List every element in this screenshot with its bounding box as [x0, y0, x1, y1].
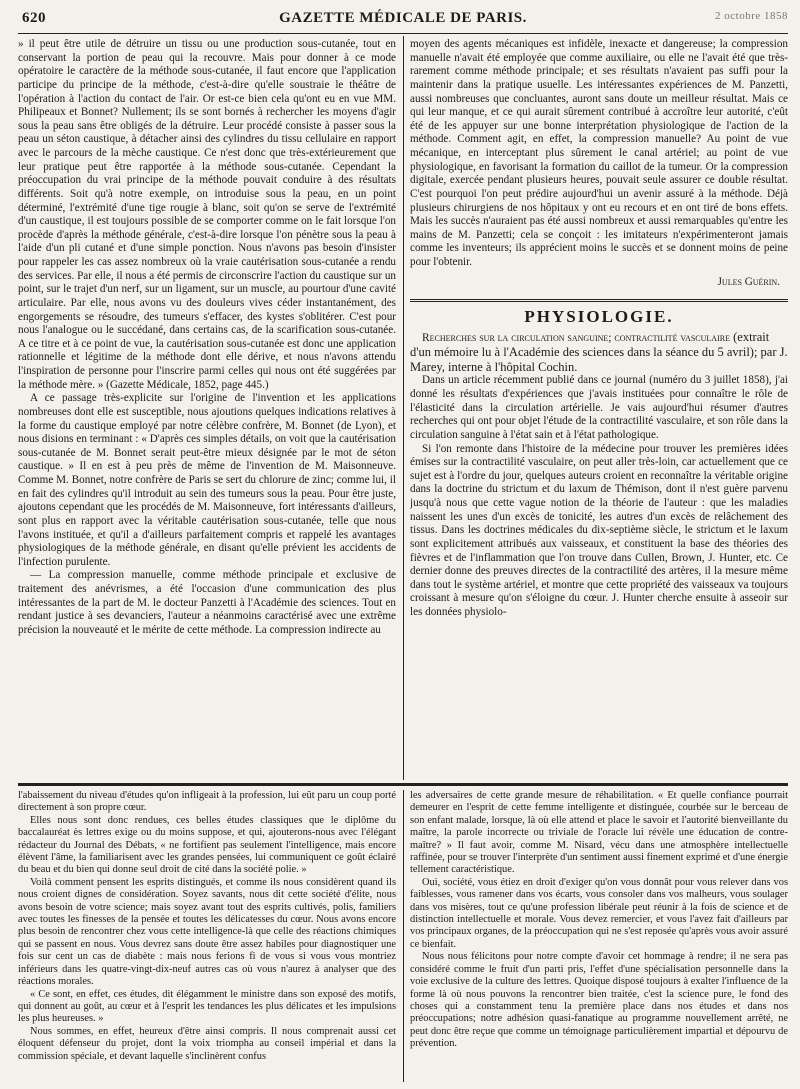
article-title — [410, 330, 788, 375]
column-right-top — [410, 38, 788, 780]
journal-title: GAZETTE MÉDICALE DE PARIS. — [279, 10, 527, 26]
column-right-bottom — [410, 790, 788, 1082]
column-left-bottom — [18, 790, 396, 1082]
paragraph: Oui, société, vous étiez en droit d'exiger qu'on vous donnât pour vous relever dans vos faiblesses, vous ramener dans vos écarts, vous consoler dans vos malheurs, vous soulager dans vos misères, tout ce qu'une profession libérale peut réunir à la fois de science et de distinction intellectuelle et morale. Vous devez remercier, et vous l'avez fait d'ailleurs par vos principaux organes, de la préoccupation qui ne s'est reposée qu'après vous avoir assuré ce bienfait. — [410, 876, 788, 950]
issue-date: 2 octobre 1858 — [715, 10, 788, 22]
paragraph: — La compression manuelle, comme méthode principale et exclusive de traitement des anévrismes, a été l'occasion d'une communication des plus intéressantes de la part de M. le docteur Panzetti à l'Académie des sciences. Tout en rendant justice à ses devanciers, l'auteur a néanmoins caractérisé avec une extrême précision la nouveauté et le mérite de cette méthode. La compression indirecte au — [18, 569, 396, 636]
paragraph: » il peut être utile de détruire un tissu ou une production sous-cutanée, tout en conservant la portion de peau qui la recouvre. Mais pour donner à ce mode opératoire le caractère de la méthode sous-cutanée, il faut encore que l'application participe du principe de la méthode, c'est-à-dire qu'elle soustraie le théâtre de l'opération à l'action du contact de l'air. Or est-ce bien cela qu'ont eu en vue MM. Philipeaux et Bonnet? Nullement; ils se sont bornés à rechercher les moyens d'agir sous la peau sans être obligés de la détruire. Leur procédé consiste à passer sous la peau un séton caustique, à détacher ainsi des cylindres du tissu cellulaire en rapport avec le parcours de la mèche caustique. Ce n'est donc que très-extérieurement que leur pratique peut être rapportée à la méthode sous-cutanée. Cependant la préoccupation du vrai principe de la méthode pouvait conduire à des résultats différents. Soit qu'à notre exemple, on introduise sous la peau, en un point déterminé, l'extrémité d'une tige rougie à blanc, soit qu'on se serve de l'extrémité d'un caustique, il est toujours possible de se comporter comme on le fait lorsque l'on procède d'après la méthode générale, c'est-à-dire lorsque l'on pénètre sous la peau à l'aide d'un pli cutané et d'une simple ponction. Nous n'avons pas besoin d'insister pour rappeler les cas assez nombreux où la vraie cautérisation sous-cutanée a rendu des services. Par elle, il nous a été permis de circonscrire l'action du caustique sur un point, sur le trajet d'un nerf, sur un ligament, sur un muscle, au pourtour d'une cavité articulaire. Par elle, nous avons vu des douleurs vives céder instantanément, des engorgements se résoudre, des tumeurs s'effacer, des kystes s'oblitérer. C'est pour nous l'analogue ou le succédané, dans certains cas, de la scarification sous-cutanée. A ce titre et à ce point de vue, la cautérisation sous-cutanée est donc une application rationnelle et légitime de la méthode dont elle dérive, et nous n'avons attendu l'inspiration de personne pour l'inscrire parmi celles qui nous ont été suggérées par la méthode mère. » (Gazette Médicale, 1852, page 445.) — [18, 38, 396, 391]
paragraph: « Ce sont, en effet, ces études, dit élégamment le ministre dans son exposé des motifs, qui donnent au goût, au cœur et à l'esprit les tendances les plus délicates et les impulsions les plus heureuses. » — [18, 988, 396, 1025]
article-title-lead: Recherches sur la circulation sanguine; contractilité vasculaire — [422, 331, 730, 344]
header-rule — [18, 33, 788, 34]
page-number: 620 — [22, 10, 46, 26]
paragraph: Si l'on remonte dans l'histoire de la médecine pour trouver les premières idées émises sur la contractilité vasculaire, on peut aller très-loin, car actuellement que ce sujet est à l'ordre du jour, quelques auteurs croient en reconnaître la véritable origine dans la doctrine du strictum et du laxum de Thémison, dont il n'est guère parvenu jusqu'à nous que cette vague notion de la théorie de l'auteur : que les maladies naissent les unes d'un excès de tonicité, les autres d'un excès de relâchement des tissus. Dans les doctrines médicales du dix-septième siècle, le strictum et le laxum sont explicitement attribués aux vaisseaux, et constituent la base des théories des fièvres et de l'inflammation que l'on trouve dans Cullen, Brown, J. Hunter, etc. Ce dernier donne des preuves directes de la contractilité des artères, il la mesure même dans tout le système artériel, et montre que cette propriété des vaisseaux va toujours croissant à mesure qu'on s'éloigne du cœur. J. Hunter cherche ensuite à asseoir sur les données physiolo- — [410, 442, 788, 618]
section-divider — [410, 299, 788, 302]
paragraph: l'abaissement du niveau d'études qu'on infligeait à la profession, lui eût paru un coup porté directement à son propre cœur. — [18, 790, 396, 814]
paragraph: les adversaires de cette grande mesure de réhabilitation. « Et quelle confiance pourrait demeurer en l'esprit de cette femme intelligente et distinguée, courbée sur le berceau de son enfant malade, lorsque, là où elle attend et place le savoir et l'autorité bienveillante du maître, la parole incorrecte ou triviale de l'oracle lui révèle une éducation de contre-maître? » Il faut avoir, comme M. Nisard, vécu dans une atmosphère intellectuelle raffinée, pour se trouver l'interprète d'un sentiment aussi finement exprimé et d'une énergie tellement caractéristique. — [410, 790, 788, 876]
paragraph: Dans un article récemment publié dans ce journal (numéro du 3 juillet 1858), j'ai donné les résultats d'expériences que j'avais instituées pour connaître le rôle de l'élasticité dans la circulation artérielle. Je vais aujourd'hui résumer d'autres recherches qui ont pour objet l'étude de la contractilité vasculaire, et son rôle dans la circulation sanguine à l'état sain et à l'état pathologique. — [410, 374, 788, 441]
feuilleton-rule — [18, 783, 788, 786]
paragraph: Nous sommes, en effet, heureux d'être ainsi compris. Il nous comprenait aussi cet éloquent défenseur du projet, dont la voix triompha au conseil impérial et dans la commission spéciale, et devant laquelle s'inclinèrent confus — [18, 1025, 396, 1062]
section-title: PHYSIOLOGIE. — [524, 307, 674, 327]
paragraph: Nous nous félicitons pour notre compte d'avoir cet hommage à rendre; il ne sera pas considéré comme le fruit d'un parti pris, l'effet d'une spécialisation personnelle dans la voie exclusive de la culture des lettres. Quoique disposé toujours à exalter l'influence de la forme là où nous pouvons la rencontrer bien traitée, c'est la science pure, le fond des choses qui a constamment tenu la première place dans nos études et dans nos préoccupations; notre adhésion quasi-fanatique au programme nouvellement arrêté, ne peut donc être reçue que comme un témoignage particulièrement impartial et dépourvu de prévention. — [410, 951, 788, 1050]
column-divider-top — [403, 36, 404, 780]
column-left-top — [18, 38, 396, 780]
article-title-rest: (extrait d'un mémoire lu à l'Académie des sciences dans la séance du 5 avril); par J. Marey, interne à l'hôpital Cochin. — [410, 329, 788, 374]
paragraph: moyen des agents mécaniques est infidèle, inexacte et dangereuse; la compression manuelle n'avait été employée que comme auxiliaire, ou elle ne l'avait été que très-rarement comme méthode principale; et ses résultats n'avaient pas suffi pour la maintenir dans la pratique usuelle. Les intéressantes expériences de M. Panzetti, aussi nombreuses que concluantes, auront sans doute un meilleur résultat. Mais ce qui leur manque, et ce qui aurait sûrement contribué à accroître leur autorité, c'eût été de les appuyer sur une bonne interprétation physiologique de l'action de la méthode. Comment agit, en effet, la compression manuelle? Au point de vue mécanique, en interceptant plus sûrement le canal artériel; au point de vue physiologique, en favorisant la formation du caillot de la tumeur. Or la compression digitale, exercée pendant plusieurs heures, pouvait seule assurer ce double résultat. C'est pourquoi l'on peut prédire aujourd'hui un avenir assuré à la méthode. Déjà plusieurs chirurgiens de nos hôpitaux y ont eu recours et en ont tiré de bons effets. Mais les succès n'auraient pas été aussi nombreux et aussi remarquables qu'entre les mains de M. Panzetti; cela se conçoit : les imitateurs n'expérimenteront jamais comme les inventeurs; ils apprécient moins le succès et se donnent moins de peine pour l'obtenir. — [410, 38, 788, 268]
paragraph: Elles nous sont donc rendues, ces belles études classiques que le diplôme du baccalauréat ès lettres exige ou du moins suppose, et qui, ajouterons-nous avec l'élégant rédacteur du Journal des Débats, « ne fortifient pas seulement l'intelligence, mais encore élèvent l'âme, la familiarisent avec les grandes pensées, lui communiquent ce goût éclairé du beau et du bien qui donne seul droit de cité dans la société polie. » — [18, 814, 396, 876]
author-signature: Jules Guérin. — [717, 275, 780, 288]
page-header — [18, 8, 788, 30]
paragraph: A ce passage très-explicite sur l'origine de l'invention et les applications nombreuses dont elle est susceptible, nous ajoutions quelques indications relatives à la forme du caustique employé par notre célèbre confrère, M. Bonnet (de Lyon), et nous disions en terminant : « D'après ces simples détails, on voit que la cautérisation sous-cutanée de M. Bonnet serait peut-être mieux désignée par le mot de séton caustique. » Il en est à peu près de même de l'invention de M. Maisonneuve. Comme M. Bonnet, notre confrère de Paris se sert du chlorure de zinc; comme lui, il en fait des cylindres qu'il introduit au sein des tumeurs sous la peau. Pour être juste, ajoutons cependant que les procédés de M. Maisonneuve, fort intéressants d'ailleurs, sont plus en rapport avec la véritable cautérisation sous-cutanée, telle que nous l'avons instituée, et qu'il a d'ailleurs parfaitement compris et rappelé les avantages physiologiques de la méthode générale, en disant qu'elle prévient les accidents de l'infection purulente. — [18, 392, 396, 568]
column-divider-bottom — [403, 790, 404, 1082]
paragraph: Voilà comment pensent les esprits distingués, et comme ils nous considèrent quand ils nous croient dignes de considération. Soyez savants, nous dit cette société d'élite, nous avons besoin de votre science; mais soyez avant tout des esprits cultivés, polis, familiers avec toutes les finesses de la pensée et toutes les délicatesses du cœur. Nous avons encore plus besoin de rencontrer chez vous cette intelligence-là que celle des réactions chimiques qui se passent en nous. Vous devrez sans doute être assez habiles pour diagnostiquer une fois sur cent un cas de diabète : mais nous ferions fi de vous si vous vous montriez inférieurs dans les quatre-vingt-dix-neuf autres cas où vous n'aurez à analyser que des réactions morales. — [18, 876, 396, 988]
